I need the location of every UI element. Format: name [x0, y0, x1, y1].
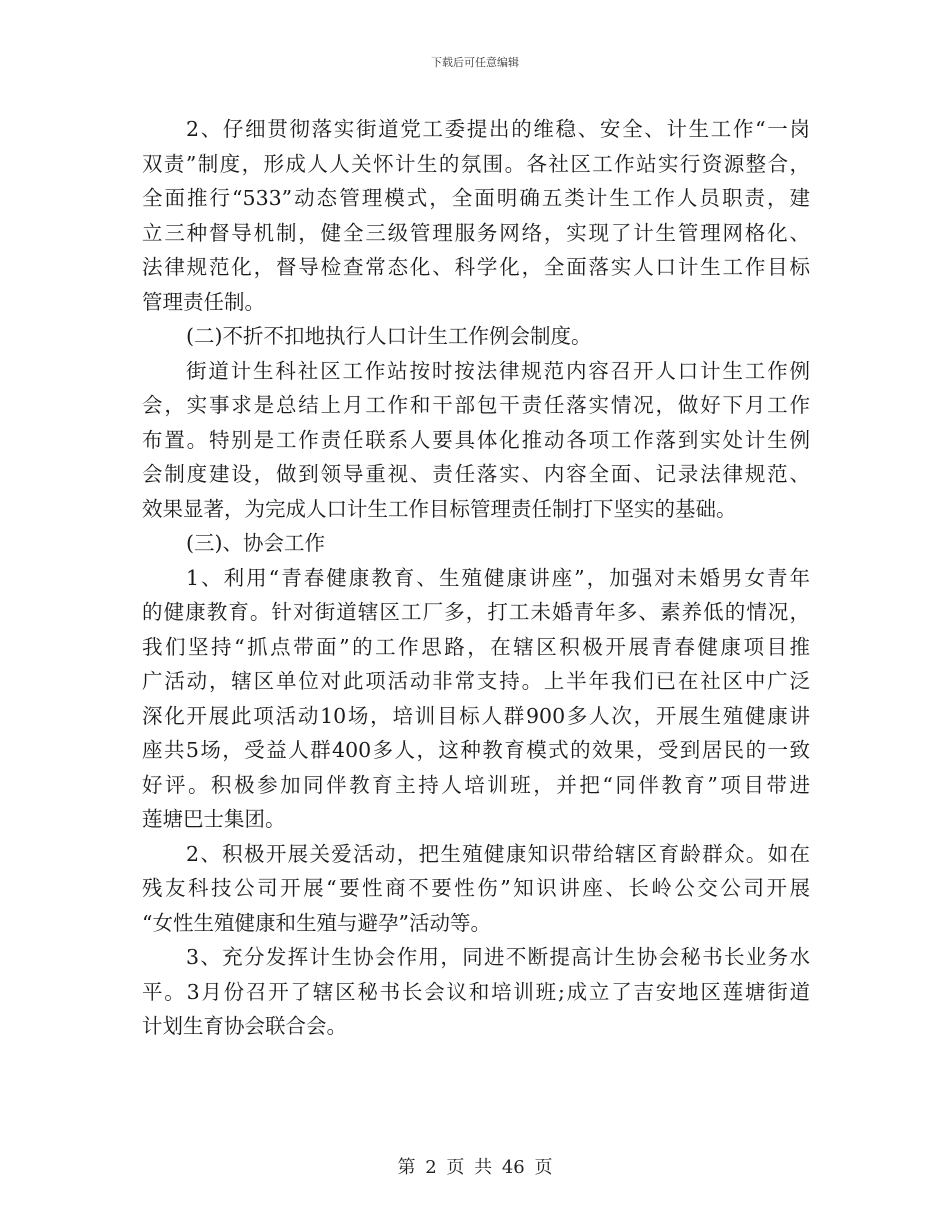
- paragraph: [142, 561, 810, 837]
- document-body: [142, 112, 810, 1044]
- paragraph-line: 平。3月份召开了辖区秘书长会议和培训班;成立了吉安地区莲塘街道: [142, 979, 810, 1004]
- page-number-footer: 第 2 页 共 46 页: [397, 1157, 553, 1178]
- paragraph-line: 法律规范化，督导检查常态化、科学化，全面落实人口计生工作目标: [142, 255, 810, 279]
- paragraph-line: 深化开展此项活动10场，培训目标人群900多人次，开展生殖健康讲: [142, 703, 810, 728]
- paragraph-line: 广活动，辖区单位对此项活动非常支持。上半年我们已在社区中广泛: [142, 669, 810, 693]
- page-header-note: 下载后可任意编辑: [431, 56, 519, 69]
- paragraph-line: 管理责任制。: [142, 289, 265, 314]
- paragraph-line: 我们坚持“抓点带面”的工作思路，在辖区积极开展青春健康项目推: [142, 634, 810, 659]
- paragraph: [142, 354, 810, 527]
- paragraph-line: 布置。特别是工作责任联系人要具体化推动各项工作落到实处计生例: [142, 427, 810, 452]
- paragraph-line: 2、仔细贯彻落实街道党工委提出的维稳、安全、计生工作“一岗: [186, 117, 810, 141]
- paragraph-line: 的健康教育。针对街道辖区工厂多，打工未婚青年多、素养低的情况，: [142, 600, 810, 624]
- paragraph-line: (三)、协会工作: [186, 531, 325, 555]
- paragraph-line: 3、充分发挥计生协会作用，同进不断提高计生协会秘书长业务水: [186, 945, 810, 969]
- paragraph-line: 座共5场，受益人群400多人，这种教育模式的效果，受到居民的一致: [142, 738, 810, 762]
- paragraph-line: 残友科技公司开展“要性商不要性伤”知识讲座、长岭公交公司开展: [142, 876, 810, 900]
- paragraph-line: 1、利用“青春健康教育、生殖健康讲座”，加强对未婚男女青年: [186, 565, 810, 590]
- paragraph-line: (二)不折不扣地执行人口计生工作例会制度。: [186, 324, 592, 348]
- paragraph-line: 会制度建设，做到领导重视、责任落实、内容全面、记录法律规范、: [142, 462, 810, 486]
- paragraph-line: 好评。积极参加同伴教育主持人培训班，并把“同伴教育”项目带进: [142, 772, 810, 797]
- paragraph-line: 莲塘巴士集团。: [142, 807, 286, 831]
- paragraph: [142, 940, 810, 1044]
- paragraph-line: “女性生殖健康和生殖与避孕”活动等。: [142, 910, 491, 935]
- paragraph-line: 2、积极开展关爱活动，把生殖健康知识带给辖区育龄群众。如在: [186, 841, 810, 866]
- paragraph: [142, 319, 810, 354]
- paragraph: [142, 837, 810, 941]
- paragraph-line: 会，实事求是总结上月工作和干部包干责任落实情况，做好下月工作: [142, 393, 810, 417]
- paragraph-line: 双责”制度，形成人人关怀计生的氛围。各社区工作站实行资源整合，: [142, 151, 810, 176]
- paragraph-line: 全面推行“533”动态管理模式，全面明确五类计生工作人员职责，建: [142, 186, 810, 210]
- paragraph: [142, 526, 810, 561]
- paragraph-line: 计划生育协会联合会。: [142, 1014, 347, 1038]
- paragraph-line: 街道计生科社区工作站按时按法律规范内容召开人口计生工作例: [186, 358, 810, 383]
- paragraph-line: 立三种督导机制，健全三级管理服务网络，实现了计生管理网格化、: [142, 220, 810, 245]
- paragraph: [142, 112, 810, 319]
- paragraph-line: 效果显著，为完成人口计生工作目标管理责任制打下坚实的基础。: [142, 496, 737, 521]
